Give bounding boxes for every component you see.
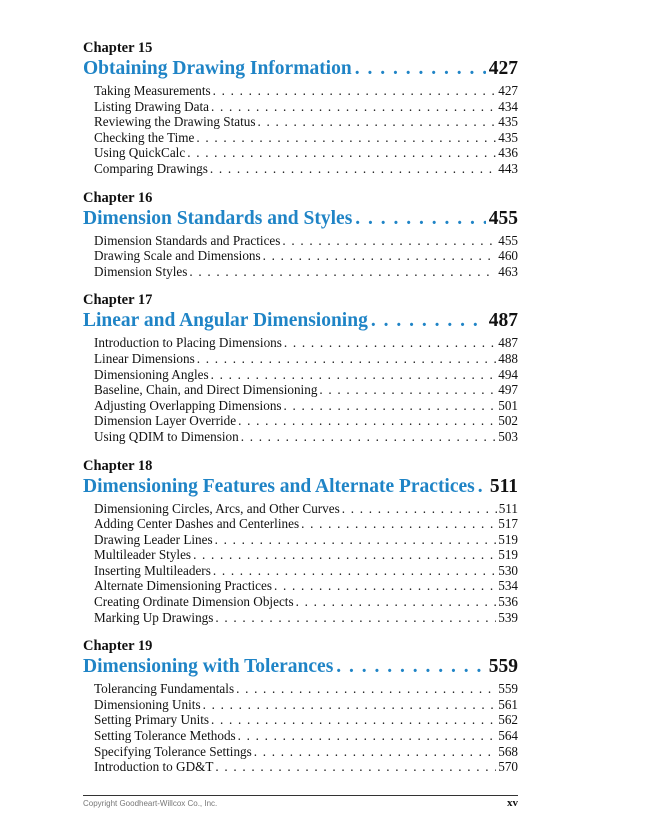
toc-entry-title: Adding Center Dashes and Centerlines xyxy=(94,516,300,532)
dot-leader xyxy=(215,532,497,548)
toc-entry-page-number: 519 xyxy=(498,547,518,563)
toc-entry-title: Dimensioning Units xyxy=(94,696,201,712)
toc-entry-title: Alternate Dimensioning Practices xyxy=(94,578,272,594)
dot-leader xyxy=(213,83,497,99)
toc-entry-page-number: 463 xyxy=(498,263,518,279)
chapter-title: Linear and Angular Dimensioning xyxy=(83,310,368,332)
toc-entry-page-number: 427 xyxy=(498,83,518,98)
toc-entry[interactable] xyxy=(94,610,518,626)
dot-leader xyxy=(284,398,497,414)
toc-entry-page-number: 511 xyxy=(498,500,518,516)
dot-leader xyxy=(211,99,496,115)
toc-entry-title: Introduction to Placing Dimensions xyxy=(94,335,282,351)
dot-leader xyxy=(371,309,486,332)
chapter-page-number: 455 xyxy=(488,207,518,229)
toc-entry[interactable] xyxy=(94,161,518,177)
toc-entry[interactable] xyxy=(94,398,518,414)
dot-leader xyxy=(263,248,497,264)
chapter-section xyxy=(83,190,518,280)
toc-entry-page-number: 530 xyxy=(498,562,518,578)
dot-leader xyxy=(211,712,496,728)
dot-leader xyxy=(215,759,496,775)
dot-leader xyxy=(197,351,497,367)
toc-entry-title: Dimension Standards and Practices xyxy=(94,232,281,248)
toc-entry[interactable] xyxy=(94,145,518,161)
toc-entry[interactable] xyxy=(94,233,518,249)
toc-entry[interactable] xyxy=(94,516,518,532)
toc-entry[interactable] xyxy=(94,501,518,517)
dot-leader xyxy=(215,610,496,626)
toc-entry[interactable] xyxy=(94,712,518,728)
toc-entry[interactable] xyxy=(94,759,518,775)
toc-entry-page-number: 519 xyxy=(498,531,518,547)
toc-entry-title: Drawing Leader Lines xyxy=(94,531,213,547)
dot-leader xyxy=(187,145,496,161)
toc-entry-page-number: 503 xyxy=(498,428,518,444)
toc-entry[interactable] xyxy=(94,563,518,579)
toc-entry-page-number: 539 xyxy=(498,609,518,625)
toc-entry-page-number: 435 xyxy=(498,129,518,145)
toc-entry-page-number: 534 xyxy=(498,578,518,594)
toc-entry[interactable] xyxy=(94,594,518,610)
dot-leader xyxy=(296,594,497,610)
chapter-page-number: 559 xyxy=(488,656,518,678)
toc-entry-page-number: 436 xyxy=(498,145,518,161)
chapter-title: Dimension Standards and Styles xyxy=(83,207,353,229)
chapter-title-row[interactable] xyxy=(83,207,518,230)
chapter-title-row[interactable] xyxy=(83,309,518,332)
dot-leader xyxy=(301,516,496,532)
toc-entry-page-number: 497 xyxy=(498,382,518,398)
chapter-label: Chapter 18 xyxy=(83,457,153,474)
toc-entry-title: Dimension Layer Override xyxy=(94,413,237,429)
toc-entry[interactable] xyxy=(94,130,518,146)
toc-entry-title: Dimensioning Angles xyxy=(94,366,209,382)
toc-entry-title: Dimensioning Circles, Arcs, and Other Curves xyxy=(94,500,340,516)
toc-entry-title: Inserting Multileaders xyxy=(94,562,211,578)
toc-entry-page-number: 487 xyxy=(498,335,518,351)
toc-entry-title: Drawing Scale and Dimensions xyxy=(94,248,261,264)
chapter-title-row[interactable] xyxy=(83,475,518,498)
toc-entry-title: Setting Tolerance Methods xyxy=(94,728,236,744)
dot-leader xyxy=(282,233,496,249)
toc-entry-title: Creating Ordinate Dimension Objects xyxy=(94,594,294,610)
dot-leader xyxy=(196,130,496,146)
toc-entry[interactable] xyxy=(94,264,518,280)
chapter-section xyxy=(83,40,518,177)
toc-entry[interactable] xyxy=(94,413,518,429)
toc-entry-title: Linear Dimensions xyxy=(94,350,195,366)
toc-entry[interactable] xyxy=(94,367,518,383)
dot-leader xyxy=(478,475,487,498)
toc-entry[interactable] xyxy=(94,351,518,367)
dot-leader xyxy=(193,547,496,563)
toc-entry[interactable] xyxy=(94,99,518,115)
toc-entry[interactable] xyxy=(94,532,518,548)
dot-leader xyxy=(336,655,485,678)
dot-leader xyxy=(254,744,496,760)
toc-entry-title: Baseline, Chain, and Direct Dimensioning xyxy=(94,382,318,398)
dot-leader xyxy=(238,413,496,429)
chapter-label: Chapter 19 xyxy=(83,638,153,655)
footer-page-number: xv xyxy=(507,797,518,809)
dot-leader xyxy=(238,728,497,744)
toc-entry-title: Marking Up Drawings xyxy=(94,609,214,625)
toc-entry[interactable] xyxy=(94,681,518,697)
toc-entry-page-number: 455 xyxy=(498,232,518,248)
dot-leader xyxy=(342,501,497,517)
toc-entry-title: Setting Primary Units xyxy=(94,712,210,728)
chapter-title: Obtaining Drawing Information xyxy=(83,58,352,79)
chapter-section xyxy=(83,638,518,775)
toc-entry-title: Listing Drawing Data xyxy=(94,98,209,114)
toc-entry-page-number: 568 xyxy=(498,743,518,759)
chapter-label: Chapter 15 xyxy=(83,40,153,56)
chapter-page-number: 511 xyxy=(489,475,518,497)
chapter-page-number: 487 xyxy=(488,310,518,332)
dot-leader xyxy=(355,57,486,80)
chapter-title: Dimensioning with Tolerances xyxy=(83,656,334,678)
toc-entry-page-number: 434 xyxy=(498,98,518,114)
toc-entry[interactable] xyxy=(94,697,518,713)
dot-leader xyxy=(241,429,497,445)
toc-entry-page-number: 536 xyxy=(498,594,518,610)
dot-leader xyxy=(236,681,496,697)
toc-entry-title: Comparing Drawings xyxy=(94,160,208,176)
table-of-contents xyxy=(83,40,518,788)
chapter-title-row[interactable] xyxy=(83,655,518,678)
dot-leader xyxy=(211,367,497,383)
toc-entry-page-number: 562 xyxy=(498,712,518,728)
chapter-page-number: 427 xyxy=(488,58,518,79)
chapter-label: Chapter 17 xyxy=(83,292,153,309)
chapter-title: Dimensioning Features and Alternate Practices xyxy=(83,475,475,497)
toc-entry-page-number: 494 xyxy=(498,366,518,382)
toc-entry-title: Tolerancing Fundamentals xyxy=(94,681,235,697)
footer-copyright: Copyright Goodheart-Willcox Co., Inc. xyxy=(83,799,218,808)
toc-entry[interactable] xyxy=(94,547,518,563)
dot-leader xyxy=(355,207,485,230)
chapter-section xyxy=(83,292,518,444)
toc-entry-title: Multileader Styles xyxy=(94,547,192,563)
dot-leader xyxy=(258,114,497,130)
toc-entry-page-number: 502 xyxy=(498,413,518,429)
toc-entry-page-number: 443 xyxy=(498,160,518,176)
toc-entry-title: Checking the Time xyxy=(94,129,195,145)
toc-entry-page-number: 488 xyxy=(498,350,518,366)
chapter-section xyxy=(83,458,518,626)
dot-leader xyxy=(210,161,496,177)
toc-entry-page-number: 501 xyxy=(498,397,518,413)
toc-entry-page-number: 561 xyxy=(498,696,518,712)
dot-leader xyxy=(274,578,496,594)
chapter-title-row[interactable] xyxy=(83,57,518,80)
footer-rule xyxy=(83,795,518,796)
toc-entry[interactable] xyxy=(94,578,518,594)
toc-entry[interactable] xyxy=(94,382,518,398)
toc-entry-title: Taking Measurements xyxy=(94,83,211,98)
dot-leader xyxy=(213,563,496,579)
toc-entry-page-number: 435 xyxy=(498,114,518,130)
toc-entry[interactable] xyxy=(94,248,518,264)
toc-entry-title: Introduction to GD&T xyxy=(94,759,214,775)
dot-leader xyxy=(189,264,496,280)
toc-entry-title: Reviewing the Drawing Status xyxy=(94,114,256,130)
toc-entry-title: Specifying Tolerance Settings xyxy=(94,743,252,759)
toc-entry-page-number: 460 xyxy=(498,248,518,264)
toc-entry[interactable] xyxy=(94,728,518,744)
toc-entry-page-number: 517 xyxy=(498,516,518,532)
dot-leader xyxy=(319,382,496,398)
dot-leader xyxy=(284,335,496,351)
toc-entry-title: Dimension Styles xyxy=(94,263,188,279)
toc-entry[interactable] xyxy=(94,744,518,760)
toc-entry[interactable] xyxy=(94,335,518,351)
toc-entry-page-number: 559 xyxy=(498,681,518,697)
toc-entry-title: Using QDIM to Dimension xyxy=(94,428,239,444)
toc-entry-title: Using QuickCalc xyxy=(94,145,186,161)
chapter-label: Chapter 16 xyxy=(83,189,153,206)
toc-entry[interactable] xyxy=(94,429,518,445)
toc-entry[interactable] xyxy=(94,83,518,99)
toc-entry-page-number: 570 xyxy=(498,759,518,775)
toc-entry[interactable] xyxy=(94,114,518,130)
toc-entry-title: Adjusting Overlapping Dimensions xyxy=(94,397,282,413)
toc-entry-page-number: 564 xyxy=(498,728,518,744)
dot-leader xyxy=(203,697,497,713)
